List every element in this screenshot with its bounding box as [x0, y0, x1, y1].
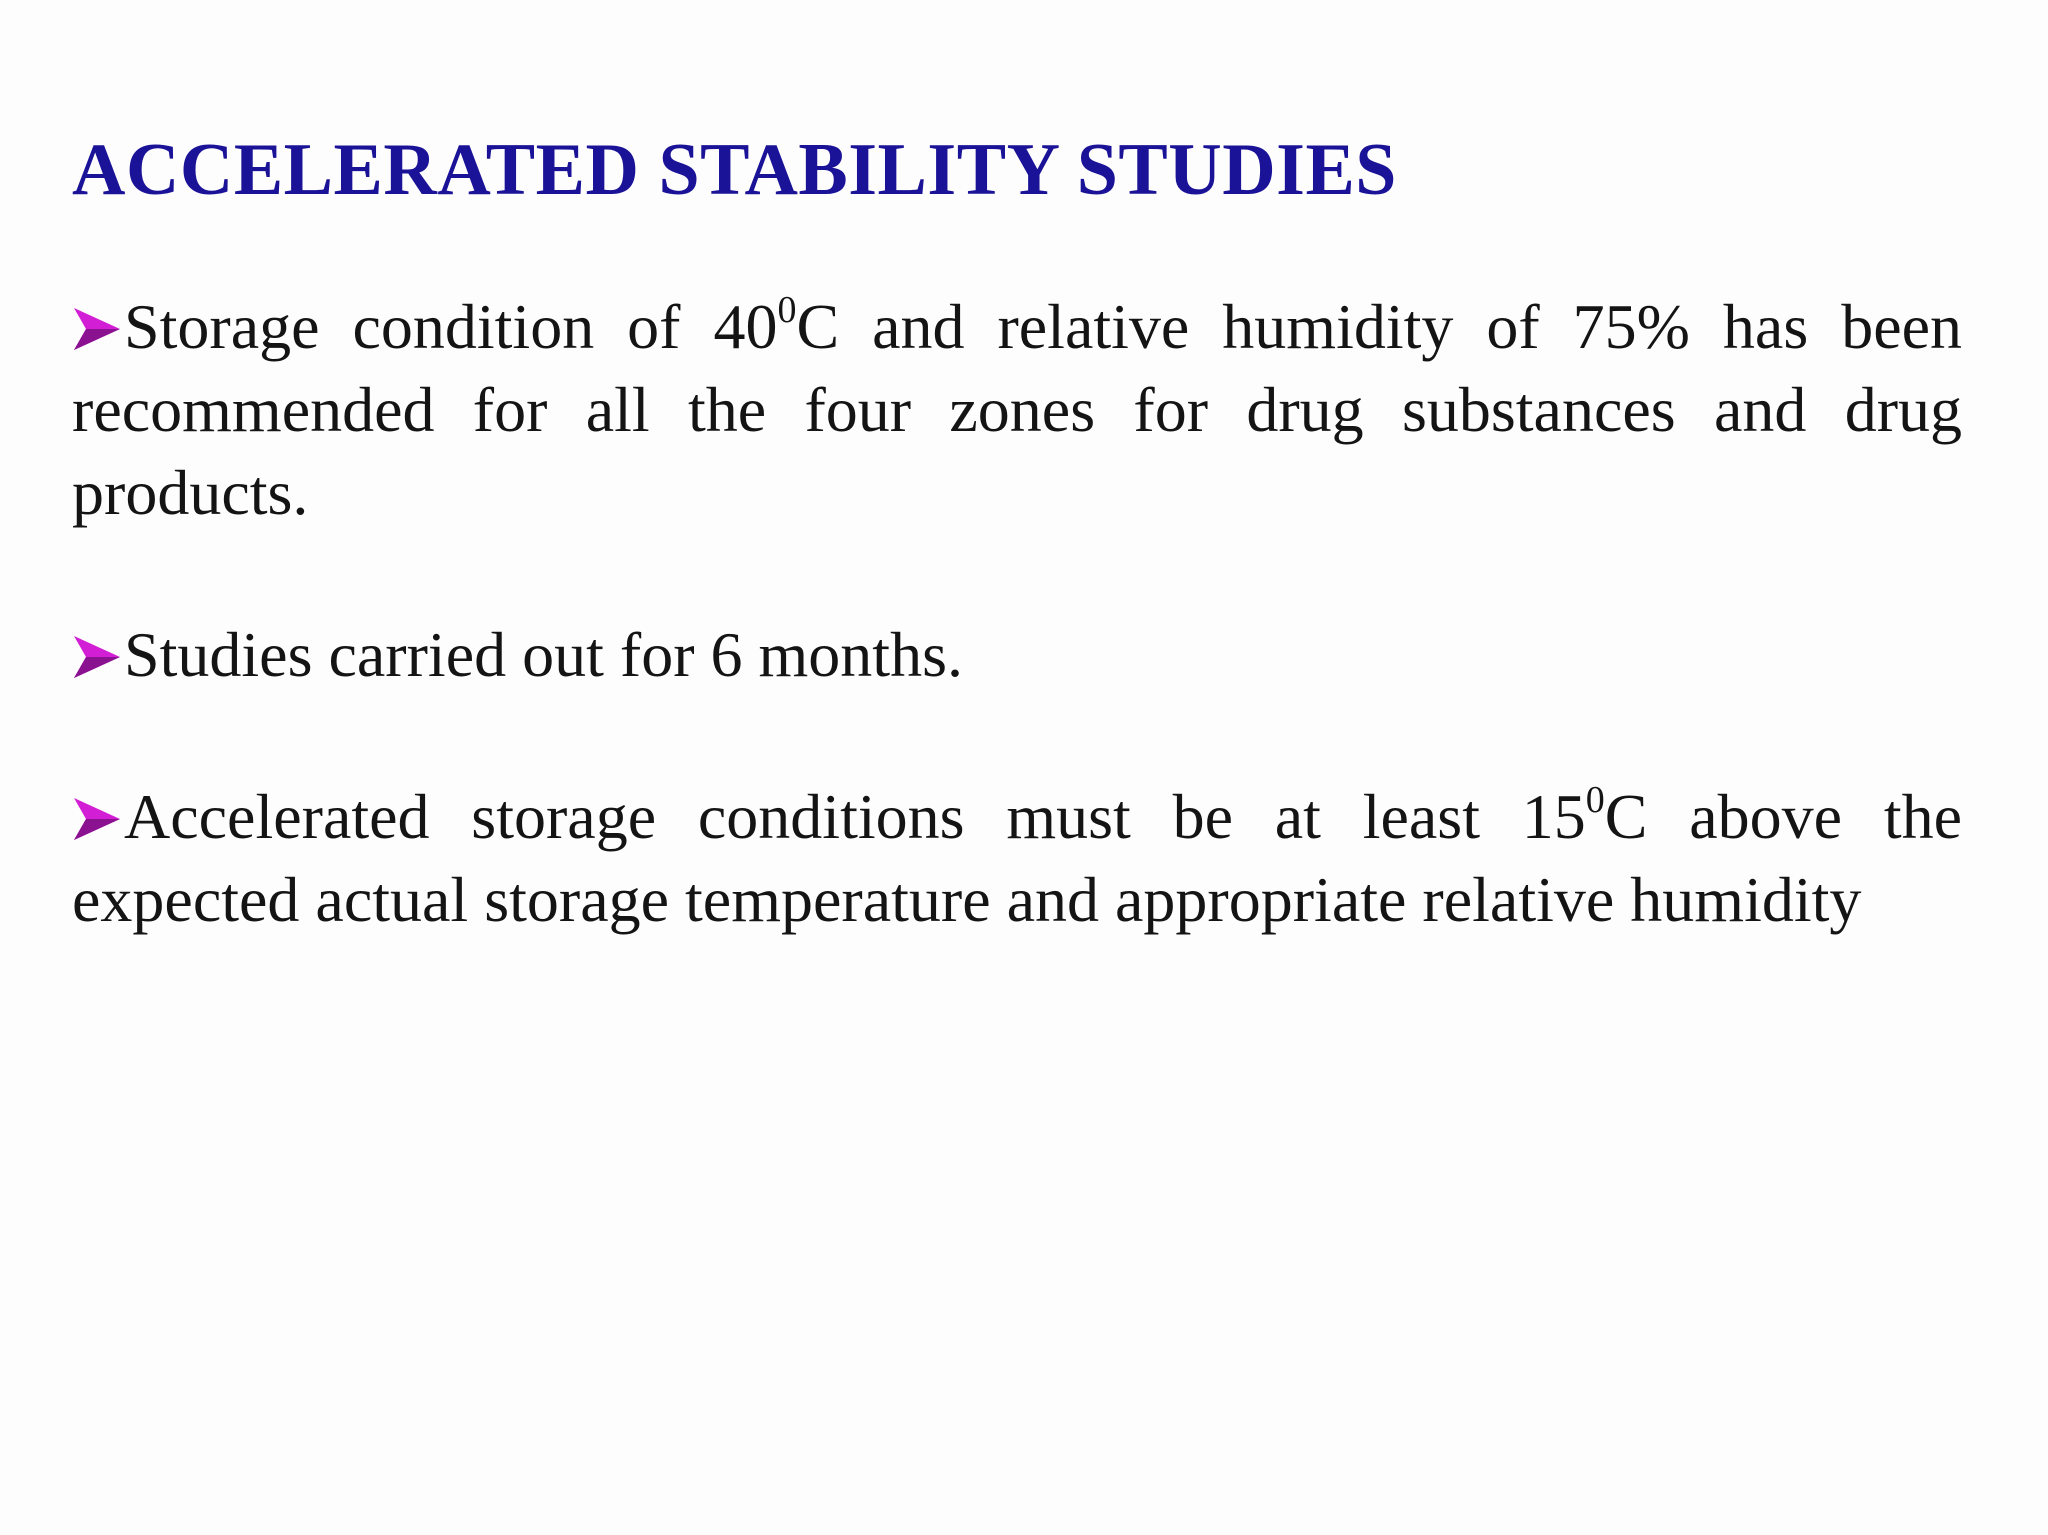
arrow-bullet-icon: [72, 634, 122, 680]
bullet-list: [72, 285, 1962, 941]
bullet-text-after: C above the expected actual storage temperature and appropriate relative humidity: [72, 781, 1963, 935]
bullet-item-accelerated-conditions: [72, 775, 1962, 941]
bullet-text: Studies carried out for 6 months.: [124, 619, 963, 690]
bullet-text-before: Storage condition of 40: [124, 291, 778, 362]
slide-title: ACCELERATED STABILITY STUDIES: [72, 129, 1397, 211]
arrow-bullet-icon: [72, 796, 122, 842]
bullet-item-duration: [72, 613, 1962, 696]
degree-superscript: 0: [1585, 779, 1605, 821]
degree-superscript: 0: [777, 289, 797, 331]
bullet-item-storage-condition: [72, 285, 1962, 534]
bullet-text-after: C and relative humidity of 75% has been recommended for all the four zones for drug substances and drug products.: [72, 291, 1963, 528]
bullet-text-before: Accelerated storage conditions must be at least 15: [124, 781, 1586, 852]
arrow-bullet-icon: [72, 306, 122, 352]
